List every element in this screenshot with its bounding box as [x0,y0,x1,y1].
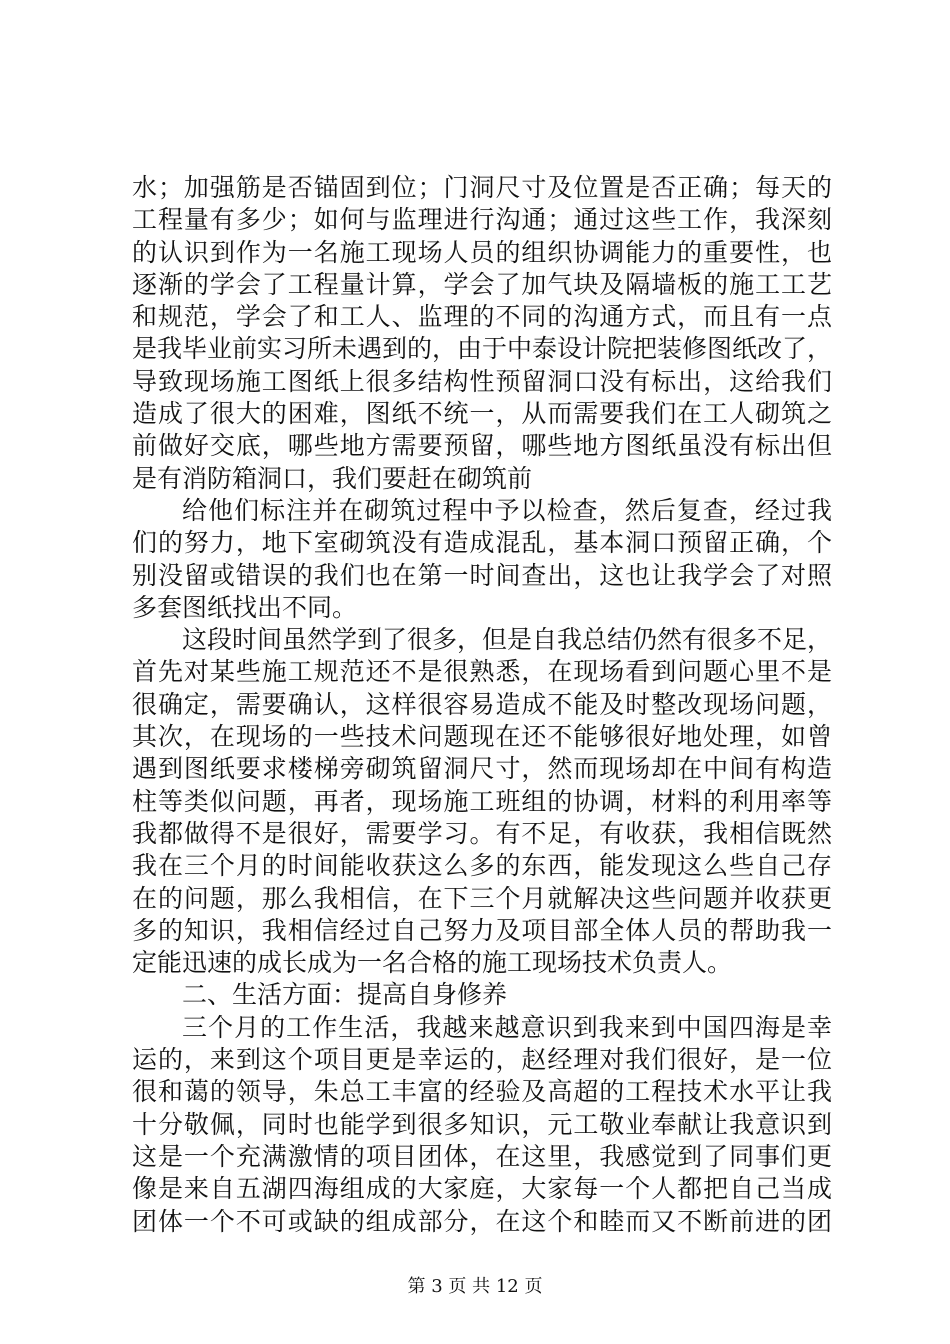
text-line: 很确定，需要确认，这样很容易造成不能及时整改现场问题， [132,689,832,719]
text-line: 给他们标注并在砌筑过程中予以检查，然后复查，经过我 [182,495,832,525]
text-line: 这段时间虽然学到了很多，但是自我总结仍然有很多不足， [182,625,833,655]
text-line: 我在三个月的时间能收获这么多的东西，能发现这么些自己存 [132,851,832,881]
text-line: 逐渐的学会了工程量计算，学会了加气块及隔墙板的施工工艺 [132,269,832,299]
text-line: 二、生活方面：提高自身修养 [182,980,508,1010]
text-line: 十分敬佩，同时也能学到很多知识，元工敬业奉献让我意识到 [132,1109,832,1139]
text-line: 运的，来到这个项目更是幸运的，赵经理对我们很好，是一位 [132,1045,832,1075]
text-line: 定能迅速的成长成为一名合格的施工现场技术负责人。 [132,948,733,978]
text-line: 这是一个充满激情的项目团体，在这里，我感觉到了同事们更 [132,1141,832,1171]
text-line: 的认识到作为一名施工现场人员的组织协调能力的重要性，也 [132,237,832,267]
text-line: 首先对某些施工规范还不是很熟悉，在现场看到问题心里不是 [132,657,832,687]
text-line: 柱等类似问题，再者，现场施工班组的协调，材料的利用率等 [132,786,832,816]
text-line: 团体一个不可或缺的组成部分，在这个和睦而又不断前进的团 [132,1206,832,1236]
text-line: 我都做得不是很好，需要学习。有不足，有收获，我相信既然 [132,818,832,848]
text-line: 是有消防箱洞口，我们要赶在砌筑前 [132,463,533,493]
text-line: 们的努力，地下室砌筑没有造成混乱，基本洞口预留正确，个 [132,528,832,558]
text-line: 前做好交底，哪些地方需要预留，哪些地方图纸虽没有标出但 [132,431,832,461]
text-line: 造成了很大的困难，图纸不统一，从而需要我们在工人砌筑之 [132,399,832,429]
text-line: 多的知识，我相信经过自己努力及项目部全体人员的帮助我一 [132,915,832,945]
text-line: 遇到图纸要求楼梯旁砌筑留洞尺寸，然而现场却在中间有构造 [132,754,832,784]
text-line: 导致现场施工图纸上很多结构性预留洞口没有标出，这给我们 [132,366,832,396]
text-line: 很和蔼的领导，朱总工丰富的经验及高超的工程技术水平让我 [132,1077,832,1107]
text-line: 水；加强筋是否锚固到位；门洞尺寸及位置是否正确；每天的 [132,173,832,202]
text-line: 和规范，学会了和工人、监理的不同的沟通方式，而且有一点 [132,302,832,332]
text-line: 像是来自五湖四海组成的大家庭，大家每一个人都把自己当成 [132,1174,832,1204]
text-line: 其次，在现场的一些技术问题现在还不能够很好地处理，如曾 [132,722,832,752]
body-text [132,172,832,1238]
text-line: 工程量有多少；如何与监理进行沟通；通过这些工作，我深刻 [132,205,832,235]
text-line: 三个月的工作生活，我越来越意识到我来到中国四海是幸 [182,1012,832,1042]
text-line: 在的问题，那么我相信，在下三个月就解决这些问题并收获更 [132,883,832,913]
text-line: 是我毕业前实习所未遇到的，由于中泰设计院把装修图纸改了， [132,334,833,364]
text-line: 别没留或错误的我们也在第一时间查出，这也让我学会了对照 [132,560,832,590]
page-footer: 第 3 页 共 12 页 [407,1276,543,1297]
text-line: 多套图纸找出不同。 [132,592,358,622]
